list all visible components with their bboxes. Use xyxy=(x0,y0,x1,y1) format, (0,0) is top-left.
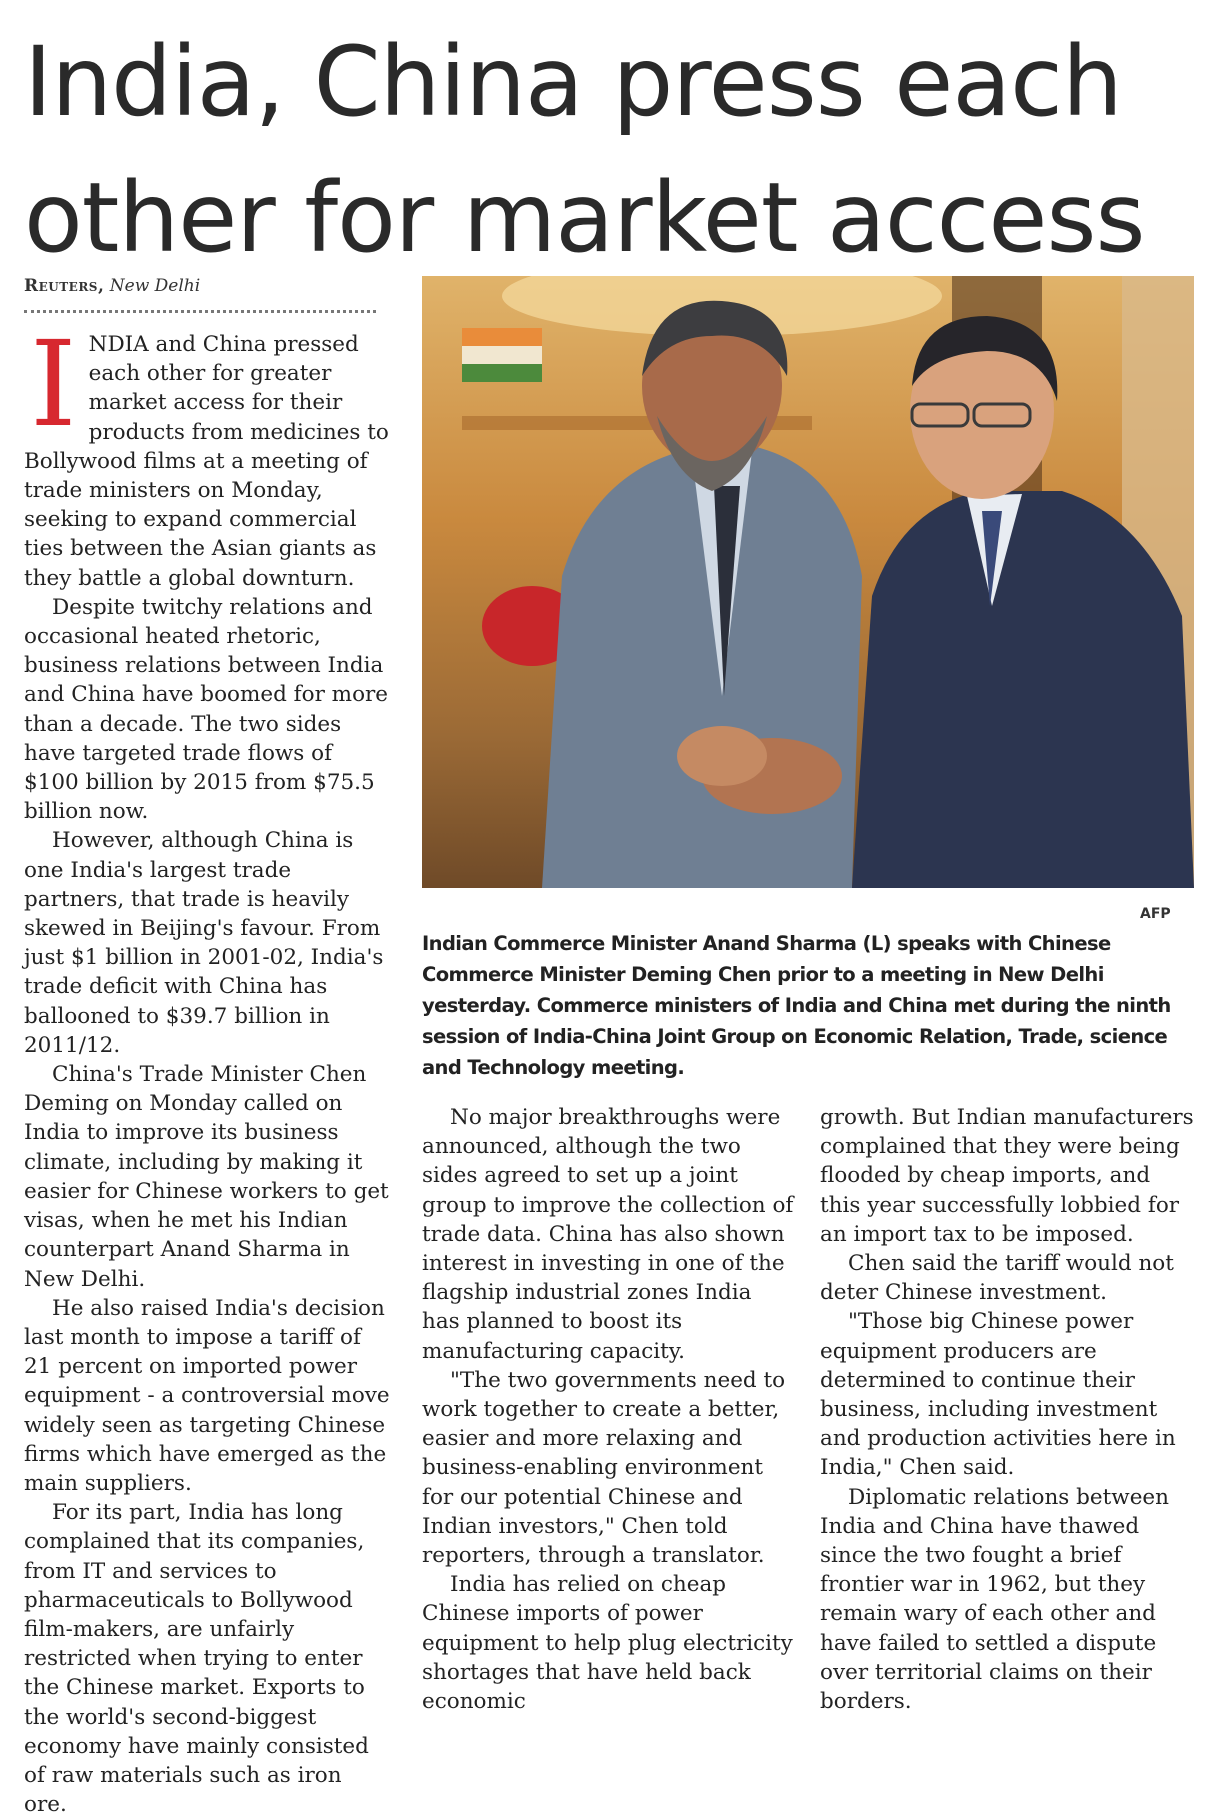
paragraph: India has relied on cheap Chinese imports of power equipment to help plug electricity shortages that have held back economic xyxy=(422,1572,793,1715)
dotted-divider xyxy=(24,310,376,313)
article-column-2 xyxy=(422,1103,794,1716)
paragraph: Diplomatic relations between India and China have thawed since the two fought a brief frontier war in 1962, but they remain wary of each other and have failed to settled a dispute over territorial claims on their borders. xyxy=(820,1484,1169,1715)
paragraph: For its part, India has long complained that its companies, from IT and services to pharmaceuticals to Bollywood film-makers, are unfairly restricted when trying to enter the Chinese market. Exports to the world's second-biggest economy have mainly consisted of raw materials such as iron ore. xyxy=(24,1500,369,1818)
byline-location: New Delhi xyxy=(109,276,201,296)
photo-caption: Indian Commerce Minister Anand Sharma (L) speaks with Chinese Commerce Minister Deming Chen prior to a meeting in New Delhi yesterday. Commerce ministers of India and China met during the ninth session of India-China Joint Group on Economic Relation, Trade, science and Technology meeting. xyxy=(422,932,1171,1079)
dateline xyxy=(24,276,200,296)
photo-credit: AFP xyxy=(1140,906,1171,922)
photo-illustration xyxy=(422,276,1194,888)
paragraph: He also raised India's decision last month to impose a tariff of 21 percent on imported power equipment - a controversial move widely seen as targeting Chinese firms which have emerged as the main suppliers. xyxy=(24,1295,390,1496)
news-photo xyxy=(422,276,1194,888)
paragraph: No major breakthroughs were announced, although the two sides agreed to set up a joint group to improve the collection of trade data. China has also shown interest in investing in one of the flagship industrial zones India has planned to boost its manufacturing capacity. xyxy=(422,1105,794,1364)
headline: India, China press each other for market access xyxy=(24,26,1145,274)
paragraph: growth. But Indian manufacturers complained that they were being flooded by cheap imports, and this year successfully lobbied for an import tax to be imposed. xyxy=(820,1105,1194,1247)
paragraph: "The two governments need to work together to create a better, easier and more relaxing and business-enabling environment for our potential Chinese and Indian investors," Chen told reporters, through a translator. xyxy=(422,1367,786,1569)
paragraph: Chen said the tariff would not deter Chinese investment. xyxy=(820,1251,1174,1306)
byline-agency: Reuters, xyxy=(24,276,105,296)
paragraph: INDIA and China pressed each other for greater market access for their products from medicines to Bollywood films at a meeting of trade ministers on Monday, seeking to expand commercial ties between the Asian giants as they battle a global downturn. xyxy=(24,315,389,591)
article-column-3 xyxy=(820,1103,1194,1716)
article-column-1 xyxy=(24,315,390,1819)
paragraph: "Those big Chinese power equipment producers are determined to continue their business, including investment and production activities here in India," Chen said. xyxy=(820,1309,1176,1481)
paragraph: Despite twitchy relations and occasional heated rhetoric, business relations between India and China have boomed for more than a decade. The two sides have targeted trade flows of $100 billion by 2015 from $75.5 billion now. xyxy=(24,594,389,825)
paragraph: China's Trade Minister Chen Deming on Monday called on India to improve its business climate, including by making it easier for Chinese workers to get visas, when he met his Indian counterpart Anand Sharma in New Delhi. xyxy=(24,1062,389,1292)
paragraph: However, although China is one India's largest trade partners, that trade is heavily skewed in Beijing's favour. From just $1 billion in 2001-02, India's trade deficit with China has ballooned to $39.7 billion in 2011/12. xyxy=(24,828,384,1058)
drop-cap: I xyxy=(30,315,77,453)
